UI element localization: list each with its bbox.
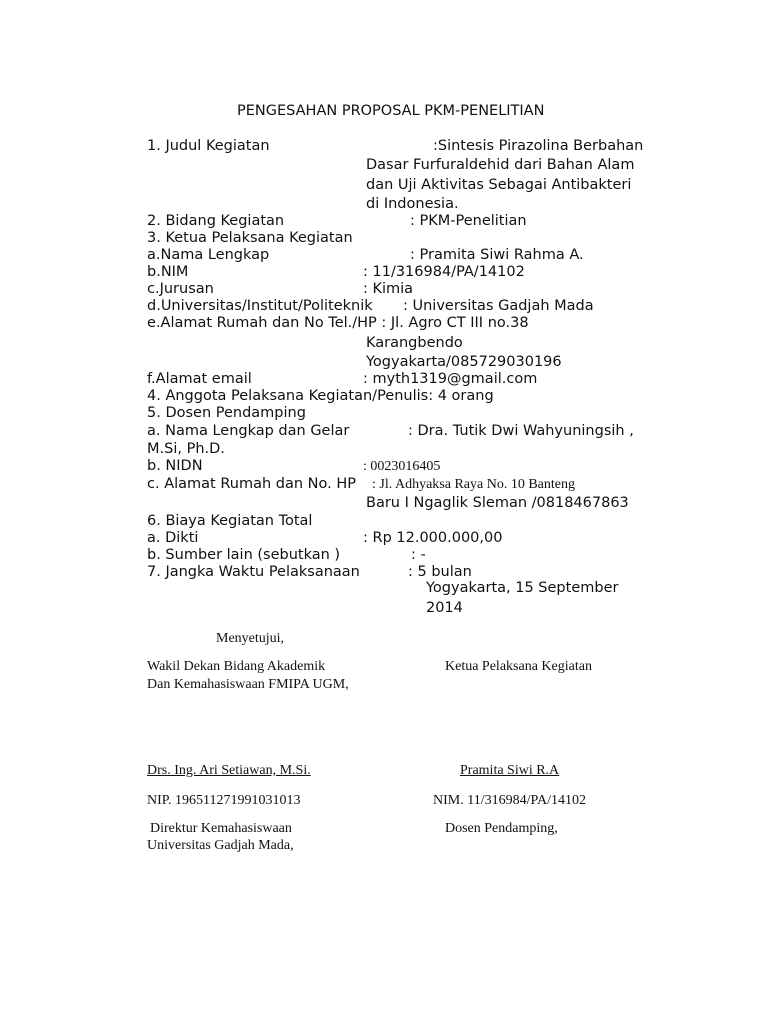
bottom-right-role: Dosen Pendamping, — [445, 821, 558, 836]
left-signer-role-line: Dan Kemahasiswaan FMIPA UGM, — [147, 677, 349, 692]
ketua-jurusan-label: c.Jurusan — [147, 281, 214, 297]
dosen-nama-line: M.Si, Ph.D. — [147, 441, 225, 457]
judul-value: :Sintesis Pirazolina Berbahan — [433, 138, 644, 154]
ketua-nim-label: b.NIM — [147, 264, 189, 280]
right-signer-name: Pramita Siwi R.A — [460, 763, 560, 778]
left-signer-name: Drs. Ing. Ari Setiawan, M.Si. — [147, 763, 311, 778]
document-title: PENGESAHAN PROPOSAL PKM-PENELITIAN — [237, 103, 545, 119]
ketua-nim-value: : 11/316984/PA/14102 — [363, 264, 525, 280]
ketua-alamat-line: Karangbendo — [366, 335, 463, 351]
left-signer-id: NIP. 196511271991031013 — [147, 793, 301, 808]
dosen-alamat-label: c. Alamat Rumah dan No. HP — [147, 476, 356, 492]
ketua-univ-label: d.Universitas/Institut/Politeknik — [147, 298, 373, 314]
biaya-heading: 6. Biaya Kegiatan Total — [147, 513, 313, 529]
menyetujui-label: Menyetujui, — [216, 631, 285, 646]
dosen-alamat-line: Baru I Ngaglik Sleman /0818467863 — [366, 495, 629, 511]
right-signer-id: NIM. 11/316984/PA/14102 — [433, 793, 586, 808]
dosen-nidn-label: b. NIDN — [147, 458, 203, 474]
dosen-nama-value: : Dra. Tutik Dwi Wahyuningsih , — [408, 423, 634, 439]
right-signer-role: Ketua Pelaksana Kegiatan — [445, 659, 592, 674]
ketua-univ-value: : Universitas Gadjah Mada — [403, 298, 594, 314]
ketua-jurusan-value: : Kimia — [363, 281, 414, 297]
bidang-value: : PKM-Penelitian — [410, 213, 527, 229]
biaya-dikti-label: a. Dikti — [147, 530, 199, 546]
ketua-nama-value: : Pramita Siwi Rahma A. — [410, 247, 584, 263]
left-signer-role: Wakil Dekan Bidang Akademik — [147, 659, 326, 674]
dosen-nama-label: a. Nama Lengkap dan Gelar — [147, 423, 350, 439]
jangka-label: 7. Jangka Waktu Pelaksanaan — [147, 564, 360, 580]
biaya-sumber-value: : - — [411, 547, 426, 563]
anggota-line: 4. Anggota Pelaksana Kegiatan/Penulis: 4 orang — [147, 388, 494, 404]
bidang-label: 2. Bidang Kegiatan — [147, 213, 285, 229]
judul-label: 1. Judul Kegiatan — [147, 138, 270, 154]
ketua-nama-label: a.Nama Lengkap — [147, 247, 270, 263]
ketua-alamat-label: e.Alamat Rumah dan No Tel./HP : Jl. Agro CT III no.38 — [147, 315, 529, 331]
ketua-email-value: : myth1319@gmail.com — [363, 371, 538, 387]
tanggal: Yogyakarta, 15 September — [426, 580, 619, 596]
judul-value-line: dan Uji Aktivitas Sebagai Antibakteri — [366, 177, 632, 193]
jangka-value: : 5 bulan — [408, 564, 472, 580]
ketua-heading: 3. Ketua Pelaksana Kegiatan — [147, 230, 353, 246]
judul-value-line: Dasar Furfuraldehid dari Bahan Alam — [366, 157, 635, 173]
bottom-left-role-line: Universitas Gadjah Mada, — [147, 838, 294, 853]
judul-value-line: di Indonesia. — [366, 196, 459, 212]
biaya-sumber-label: b. Sumber lain (sebutkan ) — [147, 547, 341, 563]
ketua-email-label: f.Alamat email — [147, 371, 252, 387]
tanggal-year: 2014 — [426, 600, 463, 616]
bottom-left-role: Direktur Kemahasiswaan — [150, 821, 292, 836]
dosen-alamat-value: : Jl. Adhyaksa Raya No. 10 Banteng — [372, 477, 575, 492]
biaya-dikti-value: : Rp 12.000.000,00 — [363, 530, 503, 546]
dosen-heading: 5. Dosen Pendamping — [147, 405, 306, 421]
ketua-alamat-line: Yogyakarta/085729030196 — [366, 354, 562, 370]
dosen-nidn-value: : 0023016405 — [363, 459, 441, 474]
